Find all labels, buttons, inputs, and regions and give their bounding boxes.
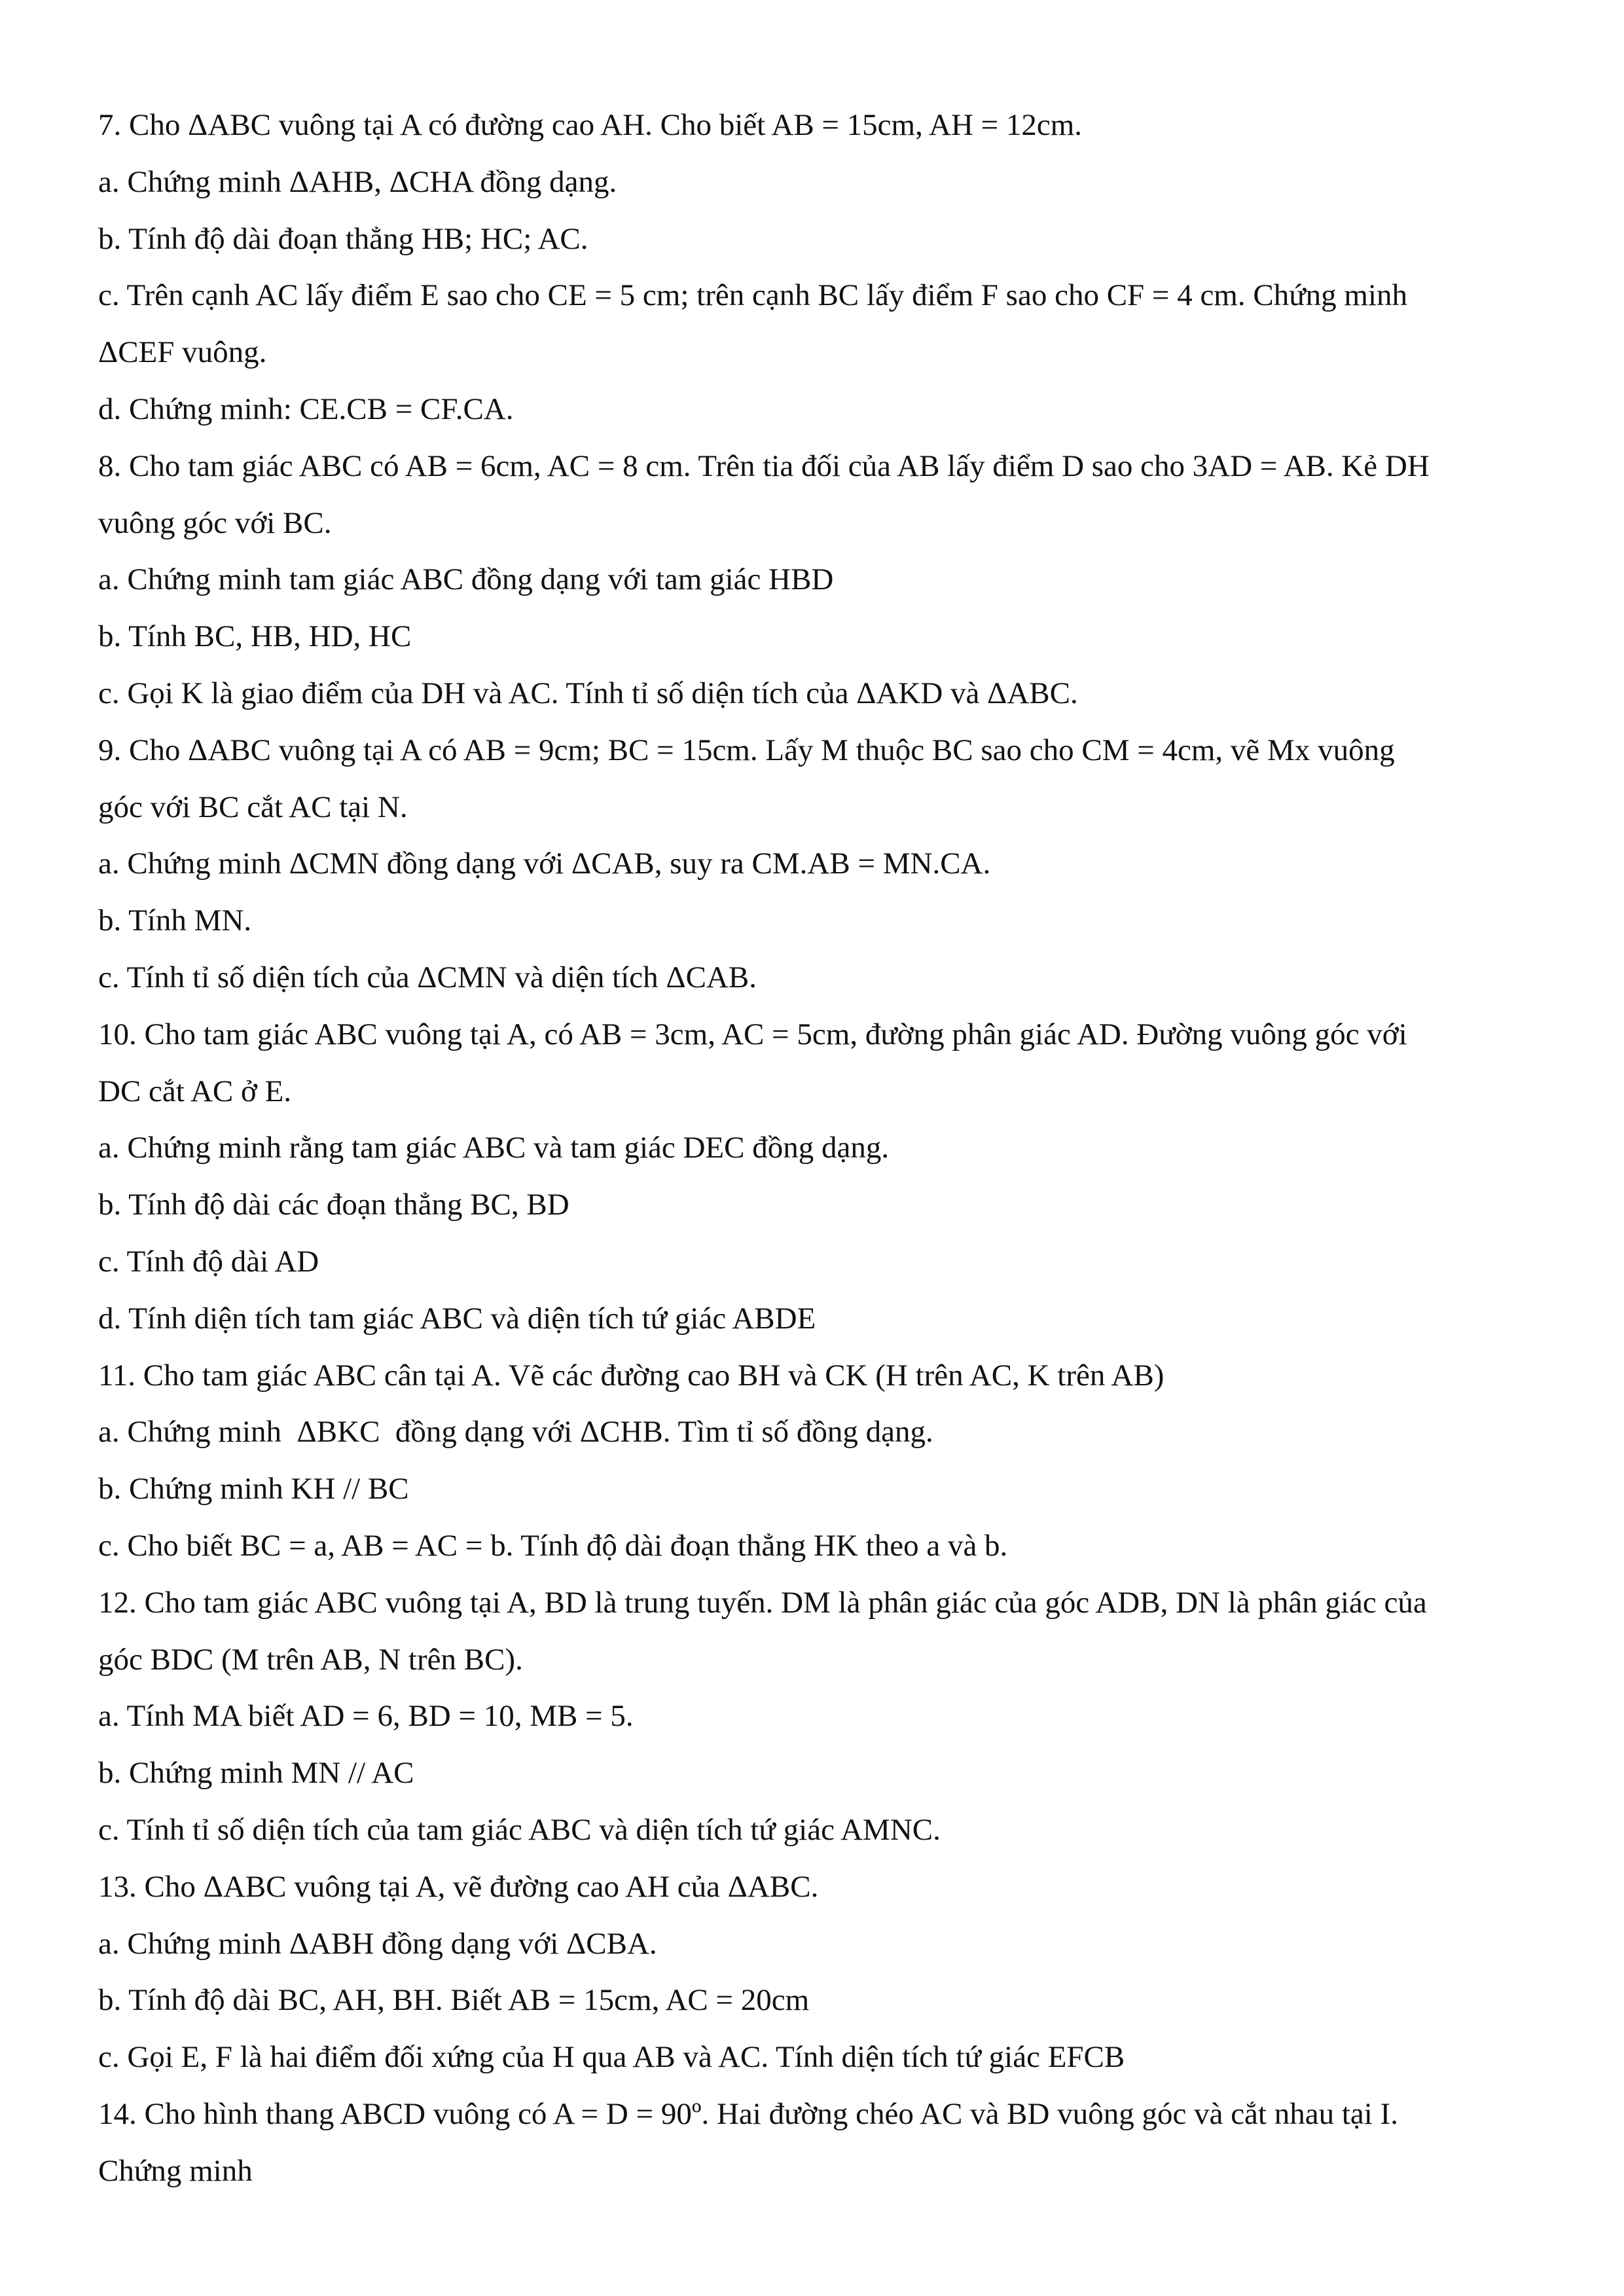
exercise-14-statement-cont: Chứng minh bbox=[98, 2153, 253, 2188]
exercise-12-part-a: a. Tính MA biết AD = 6, BD = 10, MB = 5. bbox=[98, 1699, 634, 1734]
exercise-13-statement: 13. Cho ΔABC vuông tại A, vẽ đường cao AH của ΔABC. bbox=[98, 1869, 819, 1904]
exercise-7-part-d: d. Chứng minh: CE.CB = CF.CA. bbox=[98, 392, 514, 426]
exercise-11-part-c: c. Cho biết BC = a, AB = AC = b. Tính độ dài đoạn thẳng HK theo a và b. bbox=[98, 1528, 1008, 1563]
exercise-8-part-a: a. Chứng minh tam giác ABC đồng dạng với tam giác HBD bbox=[98, 562, 834, 597]
exercise-9-part-a: a. Chứng minh ΔCMN đồng dạng với ΔCAB, suy ra CM.AB = MN.CA. bbox=[98, 847, 991, 881]
exercise-7-part-c: c. Trên cạnh AC lấy điểm E sao cho CE = 5 cm; trên cạnh BC lấy điểm F sao cho CF = 4 cm. Chứng minh bbox=[98, 278, 1408, 313]
exercise-13-part-b: b. Tính độ dài BC, AH, BH. Biết AB = 15cm, AC = 20cm bbox=[98, 1983, 810, 2018]
exercise-10-part-c: c. Tính độ dài AD bbox=[98, 1244, 319, 1279]
exercise-12-part-b: b. Chứng minh MN // AC bbox=[98, 1756, 414, 1791]
exercise-7-part-c-cont: ΔCEF vuông. bbox=[98, 335, 267, 370]
exercise-9-statement-cont: góc với BC cắt AC tại N. bbox=[98, 790, 408, 824]
exercise-11-part-b: b. Chứng minh KH // BC bbox=[98, 1472, 409, 1506]
exercise-10-part-b: b. Tính độ dài các đoạn thẳng BC, BD bbox=[98, 1188, 569, 1222]
exercise-9-statement: 9. Cho ΔABC vuông tại A có AB = 9cm; BC = 15cm. Lấy M thuộc BC sao cho CM = 4cm, vẽ Mx vuông bbox=[98, 733, 1395, 767]
exercise-10-part-d: d. Tính diện tích tam giác ABC và diện tích tứ giác ABDE bbox=[98, 1301, 816, 1336]
exercise-7-part-a: a. Chứng minh ΔAHB, ΔCHA đồng dạng. bbox=[98, 164, 617, 199]
exercise-10-part-a: a. Chứng minh rằng tam giác ABC và tam giác DEC đồng dạng. bbox=[98, 1131, 890, 1165]
exercise-8-statement-cont: vuông góc với BC. bbox=[98, 505, 332, 540]
exercise-8-part-b: b. Tính BC, HB, HD, HC bbox=[98, 619, 412, 654]
exercise-10-statement-cont: DC cắt AC ở E. bbox=[98, 1074, 292, 1108]
exercise-10-statement: 10. Cho tam giác ABC vuông tại A, có AB = 3cm, AC = 5cm, đường phân giác AD. Đường vuông góc với bbox=[98, 1017, 1407, 1051]
exercise-13-part-c: c. Gọi E, F là hai điểm đối xứng của H qua AB và AC. Tính diện tích tứ giác EFCB bbox=[98, 2040, 1125, 2075]
exercise-14-statement: 14. Cho hình thang ABCD vuông có A = D = 90º. Hai đường chéo AC và BD vuông góc và cắt nhau tại I. bbox=[98, 2096, 1398, 2131]
exercise-8-statement: 8. Cho tam giác ABC có AB = 6cm, AC = 8 cm. Trên tia đối của AB lấy điểm D sao cho 3AD = AB. Kẻ DH bbox=[98, 448, 1430, 483]
exercise-12-statement-cont: góc BDC (M trên AB, N trên BC). bbox=[98, 1642, 523, 1677]
exercise-8-part-c: c. Gọi K là giao điểm của DH và AC. Tính tỉ số diện tích của ΔAKD và ΔABC. bbox=[98, 676, 1078, 710]
exercise-list bbox=[98, 97, 1538, 2199]
exercise-11-statement: 11. Cho tam giác ABC cân tại A. Vẽ các đường cao BH và CK (H trên AC, K trên AB) bbox=[98, 1358, 1164, 1393]
exercise-7-part-b: b. Tính độ dài đoạn thẳng HB; HC; AC. bbox=[98, 221, 588, 256]
exercise-9-part-b: b. Tính MN. bbox=[98, 903, 252, 938]
exercise-12-statement: 12. Cho tam giác ABC vuông tại A, BD là trung tuyến. DM là phân giác của góc ADB, DN là phân giác của bbox=[98, 1585, 1427, 1620]
exercise-12-part-c: c. Tính tỉ số diện tích của tam giác ABC và diện tích tứ giác AMNC. bbox=[98, 1812, 941, 1847]
exercise-7-statement: 7. Cho ΔABC vuông tại A có đường cao AH. Cho biết AB = 15cm, AH = 12cm. bbox=[98, 108, 1083, 142]
exercise-9-part-c: c. Tính tỉ số diện tích của ΔCMN và diện tích ΔCAB. bbox=[98, 960, 757, 994]
exercise-13-part-a: a. Chứng minh ΔABH đồng dạng với ΔCBA. bbox=[98, 1926, 657, 1961]
exercise-11-part-a: a. Chứng minh ΔBKC đồng dạng với ΔCHB. Tìm tỉ số đồng dạng. bbox=[98, 1415, 933, 1449]
